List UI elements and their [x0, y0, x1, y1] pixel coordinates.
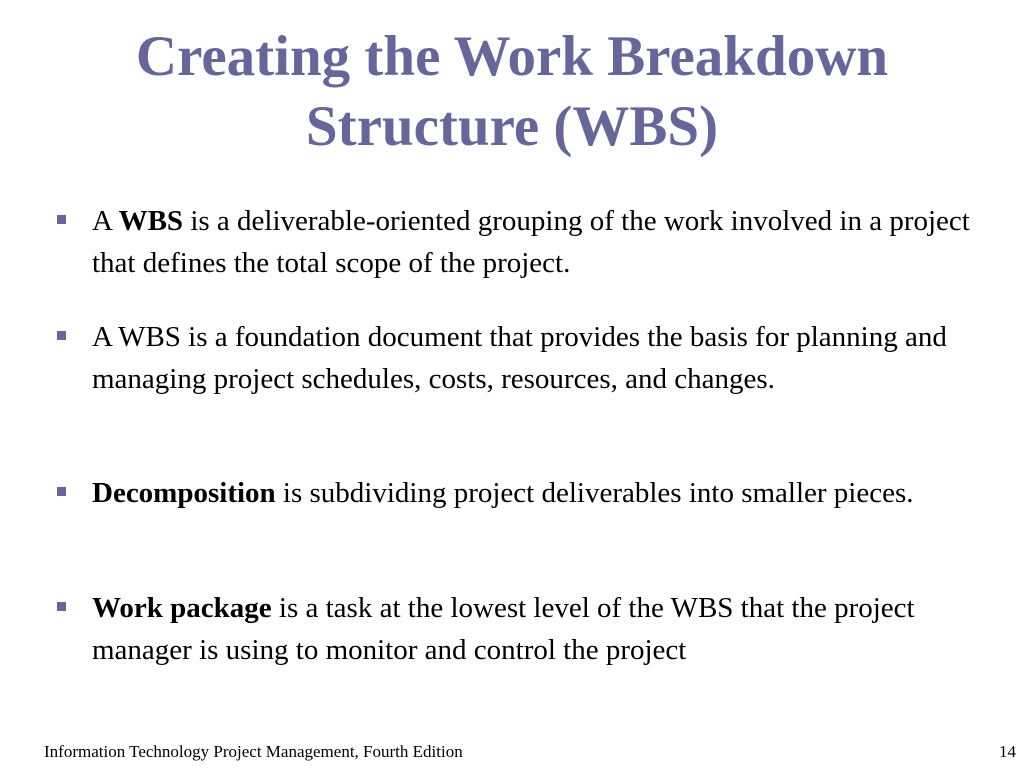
- bullet-item-wbs-foundation: [55, 316, 975, 400]
- slide-title-line-2: Structure (WBS): [305, 95, 719, 158]
- bullet-rest-text: is a deliverable-oriented grouping of the work involved in a project that defines the total scope of the project.: [92, 205, 970, 279]
- bullet-text: [92, 472, 975, 514]
- square-bullet-icon: [57, 602, 66, 611]
- footer-book-title: Information Technology Project Management, Fourth Edition: [44, 742, 463, 761]
- bullet-bold-term: Work package: [92, 592, 272, 624]
- bullet-text: [92, 316, 975, 400]
- bullet-bold-term: WBS: [118, 205, 184, 237]
- bullet-text: [92, 200, 975, 284]
- bullet-text: [92, 587, 975, 671]
- square-bullet-icon: [57, 487, 66, 496]
- bullet-rest-text: is subdividing project deliverables into smaller pieces.: [275, 477, 914, 509]
- bullet-lead-text: A WBS is a foundation document that provides the basis for planning and managing project schedules, costs, resources, and changes.: [92, 321, 947, 395]
- bullet-rest-text: is a task at the lowest level of the WBS that the project manager is using to monitor and control the project: [92, 592, 915, 666]
- bullet-lead-text: A: [92, 205, 119, 237]
- slide-title-line-1: Creating the Work Breakdown: [135, 25, 889, 88]
- bullet-item-work-package: [55, 587, 975, 671]
- bullet-item-decomposition: [55, 472, 975, 514]
- bullet-bold-term: Decomposition: [92, 477, 276, 509]
- bullet-item-wbs-definition: [55, 200, 975, 284]
- page-number: 14: [999, 742, 1016, 761]
- square-bullet-icon: [57, 331, 66, 340]
- square-bullet-icon: [57, 215, 66, 224]
